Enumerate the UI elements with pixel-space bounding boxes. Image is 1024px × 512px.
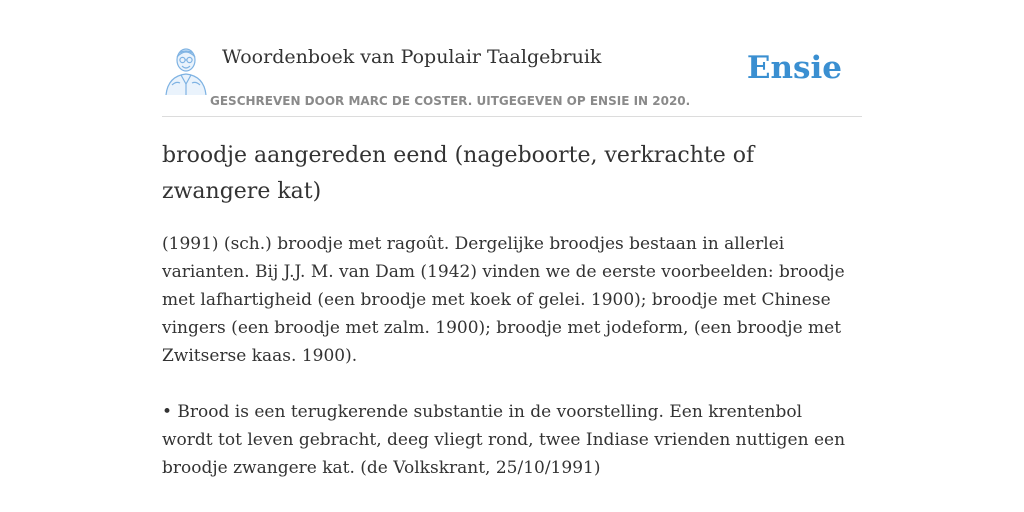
author-portrait-icon [162,45,210,95]
byline: GESCHREVEN DOOR MARC DE COSTER. UITGEGEVEN OP ENSIE IN 2020. [210,94,691,108]
entry-paragraph: (1991) (sch.) broodje met ragoût. Dergelijke broodjes bestaan in allerlei varianten. Bij J.J. M. van Dam (1942) vinden we de eerste voorbeelden: broodje met lafhartigheid (een broodje met koek of gelei. 1900); broodje met Chinese vingers (een broodje met zalm. 1900); broodje met jodeform, (een broodje met Zwitserse kaas. 1900). [162,234,845,366]
ensie-logo[interactable]: Ensie [746,50,842,86]
header [162,40,862,117]
entry-body [162,230,858,482]
entry-title: broodje aangereden eend (nageboorte, verkrachte of zwangere kat) [162,143,755,204]
entry-paragraph: • Brood is een terugkerende substantie in de voorstelling. Een krentenbol wordt tot leven gebracht, deeg vliegt rond, twee Indiase vrienden nuttigen een broodje zwangere kat. (de Volkskrant, 25/10/1991) [162,402,846,478]
book-title[interactable]: Woordenboek van Populair Taalgebruik [222,46,602,68]
